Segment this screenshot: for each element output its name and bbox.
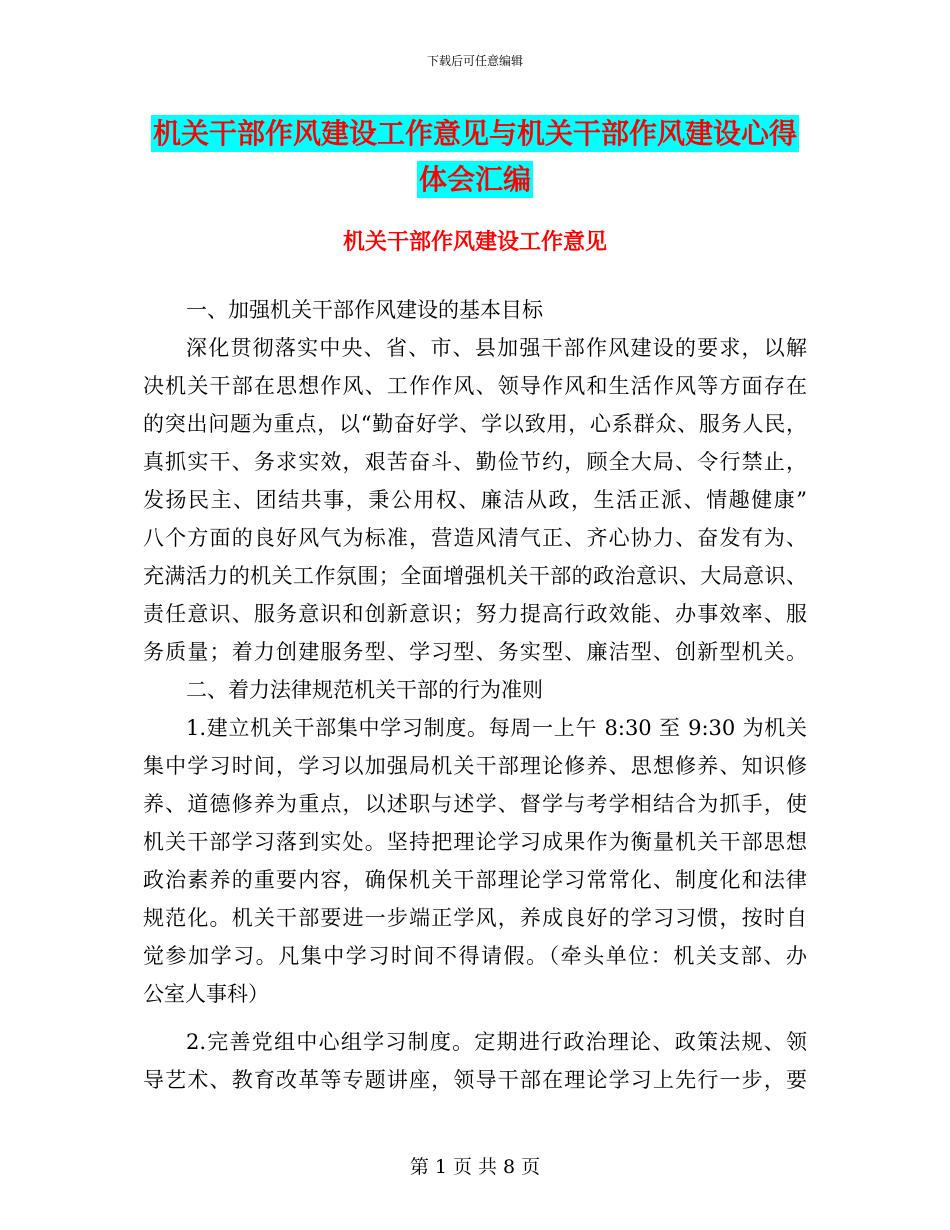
paragraph-2-line-8: 公室人事科） xyxy=(143,982,269,1006)
paragraph-2-line-1: 1.建立机关干部集中学习制度。每周一上午 8:30 至 9:30 为机关 xyxy=(186,716,807,740)
paragraph-1-line-6: 八个方面的良好风气为标准，营造风清气正、齐心协力、奋发有为、 xyxy=(143,526,807,550)
paragraph-2-line-7: 觉参加学习。凡集中学习时间不得请假。（牵头单位：机关支部、办 xyxy=(143,944,807,968)
paragraph-1-line-3: 的突出问题为重点，以“勤奋好学、学以致用，心系群众、服务人民， xyxy=(143,412,807,436)
paragraph-1-line-8: 责任意识、服务意识和创新意识；努力提高行政效能、办事效率、服 xyxy=(143,602,807,626)
paragraph-1-line-5: 发扬民主、团结共事，秉公用权、廉洁从政，生活正派、情趣健康” xyxy=(143,488,807,512)
paragraph-spacer xyxy=(143,1013,807,1023)
paragraph-3-line-2: 导艺术、教育改革等专题讲座，领导干部在理论学习上先行一步，要 xyxy=(143,1068,807,1092)
paragraph-1-line-1: 深化贯彻落实中央、省、市、县加强干部作风建设的要求，以解 xyxy=(186,336,807,360)
heading-1: 一、加强机关干部作风建设的基本目标 xyxy=(186,298,543,322)
paragraph-2-line-5: 政治素养的重要内容，确保机关干部理论学习常常化、制度化和法律 xyxy=(143,868,807,892)
paragraph-2-line-3: 养、道德修养为重点，以述职与述学、督学与考学相结合为抓手，使 xyxy=(143,792,807,816)
document-title-line-2 xyxy=(0,158,950,198)
heading-2: 二、着力法律规范机关干部的行为准则 xyxy=(186,678,543,702)
paragraph-1-line-7: 充满活力的机关工作氛围；全面增强机关干部的政治意识、大局意识、 xyxy=(143,564,807,588)
header-note: 下载后可任意编辑 xyxy=(426,54,523,68)
document-title-line-2-text: 体会汇编 xyxy=(418,163,531,196)
body-text xyxy=(143,291,807,1099)
paragraph-2-line-2: 集中学习时间，学习以加强局机关干部理论修养、思想修养、知识修 xyxy=(143,754,807,778)
paragraph-2-line-6: 规范化。机关干部要进一步端正学风，养成良好的学习习惯，按时自 xyxy=(143,906,807,930)
paragraph-1-line-2: 决机关干部在思想作风、工作作风、领导作风和生活作风等方面存在 xyxy=(143,374,807,398)
paragraph-1-line-4: 真抓实干、务求实效，艰苦奋斗、勤俭节约，顾全大局、令行禁止， xyxy=(143,450,807,474)
paragraph-1-line-9: 务质量；着力创建服务型、学习型、务实型、廉洁型、创新型机关。 xyxy=(143,640,807,664)
page-footer: 第 1 页 共 8 页 xyxy=(409,1156,541,1178)
document-title-line-1-text: 机关干部作风建设工作意见与机关干部作风建设心得 xyxy=(152,117,797,150)
paragraph-3-line-1: 2.完善党组中心组学习制度。定期进行政治理论、政策法规、领 xyxy=(186,1030,807,1054)
document-title-line-1 xyxy=(0,112,950,152)
paragraph-2-line-4: 机关干部学习落到实处。坚持把理论学习成果作为衡量机关干部思想 xyxy=(143,830,807,854)
section-title: 机关干部作风建设工作意见 xyxy=(342,230,607,255)
